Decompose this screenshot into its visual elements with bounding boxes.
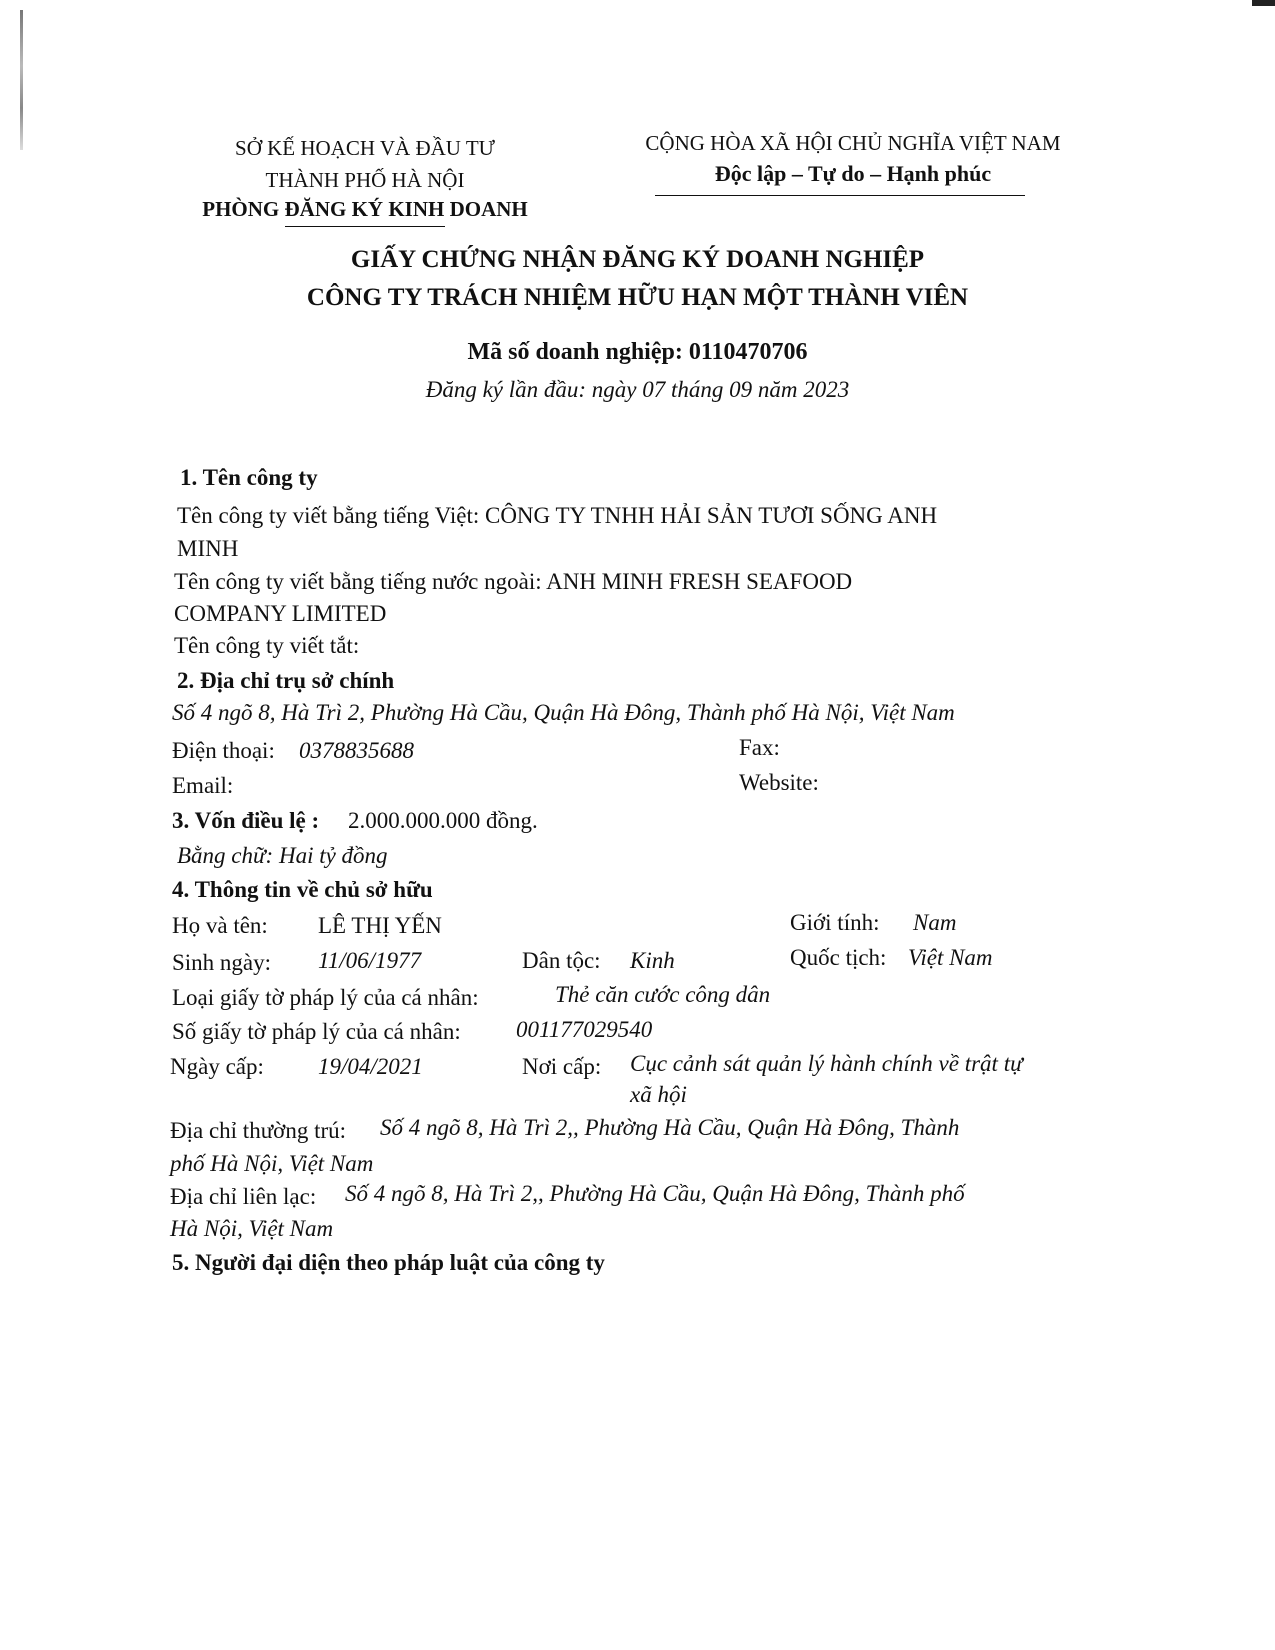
section3-heading: 3. Vốn điều lệ : [172,808,320,833]
id-type-value: Thẻ căn cước công dân [555,982,771,1007]
contact-address-line1: Số 4 ngõ 8, Hà Trì 2,, Phường Hà Cầu, Quận Hà Đông, Thành phố [345,1181,965,1206]
charter-capital-amount: 2.000.000.000 đồng. [348,808,538,833]
issue-date-value: 19/04/2021 [318,1054,423,1079]
id-type-label: Loại giấy tờ pháp lý của cá nhân: [172,985,479,1010]
owner-name-value: LÊ THỊ YẾN [318,913,442,938]
owner-name-label: Họ và tên: [172,913,268,938]
issue-place-label: Nơi cấp: [522,1054,602,1079]
permanent-address-line1: Số 4 ngõ 8, Hà Trì 2,, Phường Hà Cầu, Quận Hà Đông, Thành [380,1115,960,1140]
section5-heading: 5. Người đại diện theo pháp luật của công ty [172,1250,605,1275]
nationality-value: Việt Nam [908,945,993,970]
permanent-address-line2: phố Hà Nội, Việt Nam [170,1151,374,1176]
header-left-underline [285,226,445,227]
header-agency-line1: SỞ KẾ HOẠCH VÀ ĐẦU TƯ [235,136,495,160]
header-motto: Độc lập – Tự do – Hạnh phúc [714,161,992,186]
header-agency-line3: PHÒNG ĐĂNG KÝ KINH DOANH [202,197,528,221]
nationality-label: Quốc tịch: [790,945,887,970]
header-agency-line2: THÀNH PHỐ HÀ NỘI [265,168,465,192]
issue-date-label: Ngày cấp: [170,1054,264,1079]
enterprise-code: Mã số doanh nghiệp: 0110470706 [467,339,808,365]
foreign-name-line1: Tên công ty viết bằng tiếng nước ngoài: ANH MINH FRESH SEAFOOD [174,569,853,594]
contact-address-line2: Hà Nội, Việt Nam [170,1216,334,1241]
issue-place-line2: xã hội [630,1082,687,1107]
vietnamese-name-line1: Tên công ty viết bằng tiếng Việt: CÔNG TY TNHH HẢI SẢN TƯƠI SỐNG ANH [177,503,938,528]
foreign-name-line2: COMPANY LIMITED [174,601,387,626]
header-republic: CỘNG HÒA XÃ HỘI CHỦ NGHĨA VIỆT NAM [645,131,1061,155]
certificate-title: GIẤY CHỨNG NHẬN ĐĂNG KÝ DOANH NGHIỆP [350,246,925,273]
gender-label: Giới tính: [790,910,880,935]
first-registration-date: Đăng ký lần đầu: ngày 07 tháng 09 năm 2023 [425,377,850,402]
vietnamese-name-line2: MINH [177,536,239,561]
website-label: Website: [739,770,819,795]
ethnic-label: Dân tộc: [522,948,601,973]
section2-heading: 2. Địa chỉ trụ sở chính [177,668,395,693]
charter-capital-words: Bằng chữ: Hai tỷ đồng [177,843,388,868]
id-number-value: 001177029540 [516,1017,653,1042]
phone-label: Điện thoại: [172,738,275,763]
dob-label: Sinh ngày: [172,950,272,975]
permanent-address-label: Địa chỉ thường trú: [170,1118,347,1143]
ethnic-value: Kinh [630,948,675,973]
section1-heading: 1. Tên công ty [180,465,318,490]
email-label: Email: [172,773,234,798]
company-type-title: CÔNG TY TRÁCH NHIỆM HỮU HẠN MỘT THÀNH VIÊN [306,284,969,311]
short-name-label: Tên công ty viết tắt: [174,633,360,658]
header-right-underline [655,195,1025,196]
head-office-address: Số 4 ngõ 8, Hà Trì 2, Phường Hà Cầu, Quận Hà Đông, Thành phố Hà Nội, Việt Nam [172,700,955,725]
dob-value: 11/06/1977 [318,948,422,973]
contact-address-label: Địa chỉ liên lạc: [170,1184,317,1209]
scan-edge-mark [20,10,23,150]
gender-value: Nam [913,910,957,935]
fax-label: Fax: [739,735,780,760]
phone-value: 0378835688 [299,738,414,763]
section4-heading: 4. Thông tin về chủ sở hữu [172,877,433,902]
issue-place-line1: Cục cảnh sát quản lý hành chính về trật tự [630,1051,1023,1076]
id-number-label: Số giấy tờ pháp lý của cá nhân: [172,1019,461,1044]
scan-corner-mark [1252,0,1275,6]
